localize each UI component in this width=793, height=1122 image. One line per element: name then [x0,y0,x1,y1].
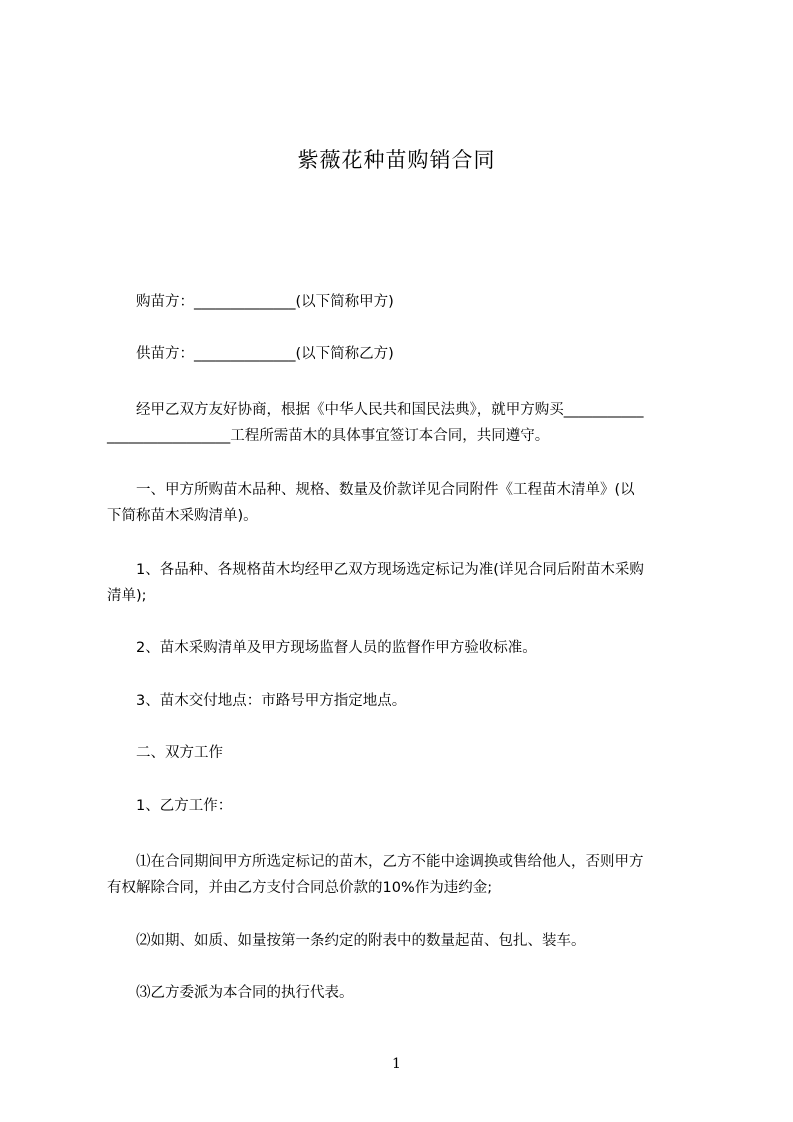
paragraph-line: 下简称苗木采购清单)。 [107,508,258,524]
supplier-line: 供苗方：______________(以下简称乙方) [107,346,394,362]
paragraph-line: 1、乙方工作： [107,798,233,814]
section-heading: 二、双方工作 [107,745,223,761]
paragraph-line: ⑴在合同期间甲方所选定标记的苗木，乙方不能中途调换或售给他人，否则甲方 [107,854,644,870]
paragraph-line: ⑵如期、如质、如量按第一条约定的附表中的数量起苗、包扎、装车。 [107,933,586,949]
paragraph-line: 有权解除合同，并由乙方支付合同总价款的10%作为违约金; [107,880,493,896]
paragraph-line: 2、苗木采购清单及甲方现场监督人员的监督作甲方验收标准。 [107,640,537,656]
paragraph-line: 一、甲方所购苗木品种、规格、数量及价款详见合同附件《工程苗木清单》(以 [107,482,635,498]
page-number: 1 [392,1056,401,1072]
paragraph-line: 1、各品种、各规格苗木均经甲乙双方现场选定标记为准(详见合同后附苗木采购 [107,562,644,578]
document-title: 紫薇花种苗购销合同 [297,148,496,172]
paragraph-line: 经甲乙双方友好协商，根据《中华人民共和国民法典》，就甲方购买___________ [107,402,644,418]
paragraph-line: 3、苗木交付地点：市路号甲方指定地点。 [107,693,407,709]
buyer-line: 购苗方：______________(以下简称甲方) [107,294,394,310]
paragraph-line: _________________工程所需苗木的具体事宜签订本合同，共同遵守。 [107,428,550,444]
paragraph-line: ⑶乙方委派为本合同的执行代表。 [107,985,354,1001]
paragraph-line: 清单); [107,588,147,604]
